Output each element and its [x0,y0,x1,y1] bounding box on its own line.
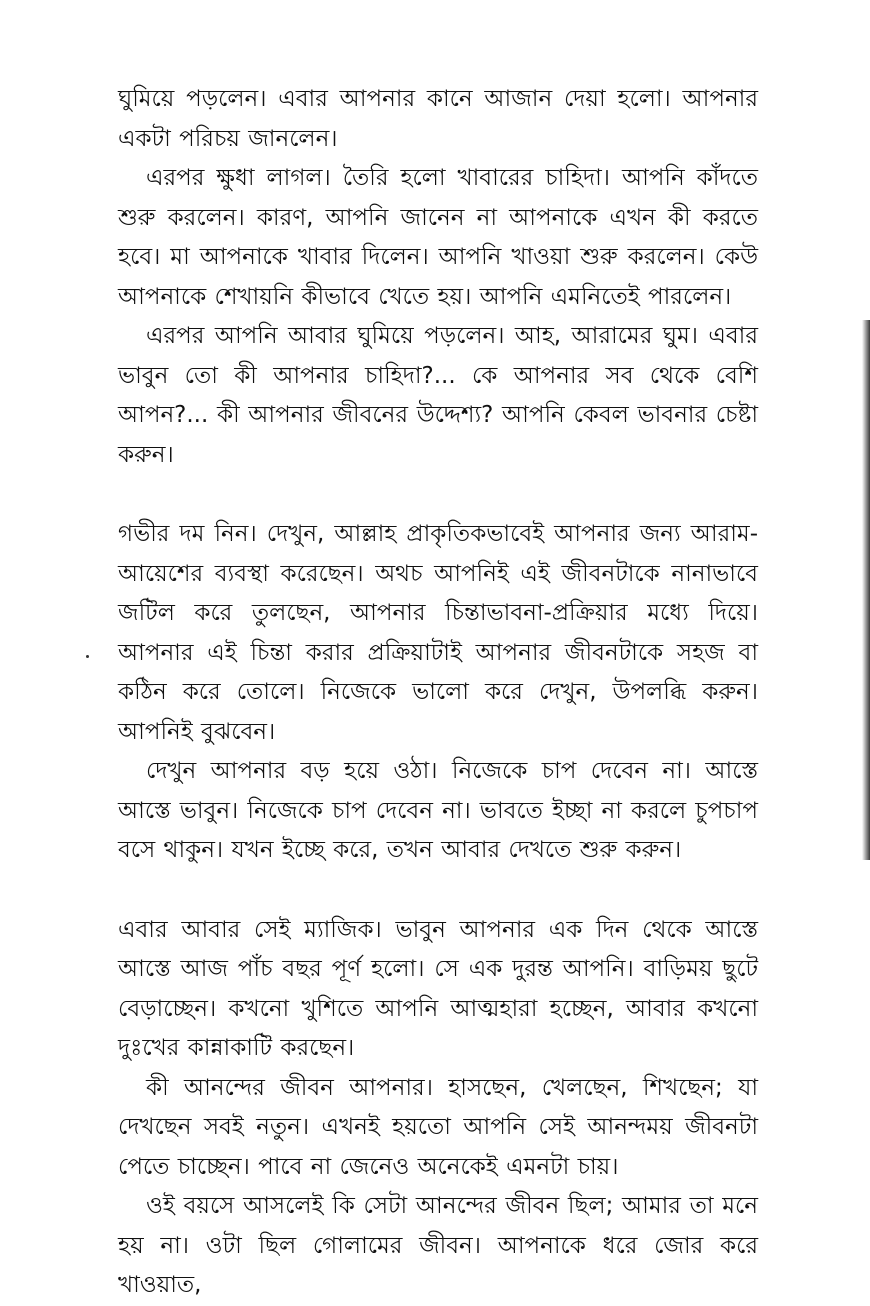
paragraph-5: দেখুন আপনার বড় হয়ে ওঠা। নিজেকে চাপ দেবেন না। আস্তে আস্তে ভাবুন। নিজেকে চাপ দেবেন না। ভাবতে ইচ্ছা না করলে চুপচাপ বসে থাকুন। যখন ইচ্ছে করে, তখন আবার দেখতে শুরু করুন। [118,758,758,863]
page-edge-shadow [862,320,870,860]
paragraph-1: ঘুমিয়ে পড়লেন। এবার আপনার কানে আজান দেয়া হলো। আপনার একটা পরিচয় জানলেন। [118,86,758,152]
paragraph-8: ওই বয়সে আসলেই কি সেটা আনন্দের জীবন ছিল; আমার তা মনে হয় না। ওটা ছিল গোলামের জীবন। আপনাকে ধরে জোর করে খাওয়াত, [118,1193,758,1298]
paragraph-2: এরপর ক্ষুধা লাগল। তৈরি হলো খাবারের চাহিদা। আপনি কাঁদতে শুরু করলেন। কারণ, আপনি জানেন না আপনাকে এখন কী করতে হবে। মা আপনাকে খাবার দিলেন। আপনি খাওয়া শুরু করলেন। কেউ আপনাকে শেখায়নি কীভাবে খেতে হয়। আপনি এমনিতেই পারলেন। [118,165,758,310]
section-break [118,475,758,515]
paragraph-6: এবার আবার সেই ম্যাজিক। ভাবুন আপনার এক দিন থেকে আস্তে আস্তে আজ পাঁচ বছর পূর্ণ হলো। সে এক দুরন্ত আপনি। বাড়িময় ছুটে বেড়াচ্ছেন। কখনো খুশিতে আপনি আত্মহারা হচ্ছেন, আবার কখনো দুঃখের কান্নাকাটি করছেন। [118,916,758,1061]
page-text [118,80,758,1306]
paragraph-3: এরপর আপনি আবার ঘুমিয়ে পড়লেন। আহ, আরামের ঘুম। এবার ভাবুন তো কী আপনার চাহিদা?... কে আপনার সব থেকে বেশি আপন?... কী আপনার জীবনের উদ্দেশ্য? আপনি কেবল ভাবনার চেষ্টা করুন। [118,323,758,468]
paragraph-7: কী আনন্দের জীবন আপনার। হাসছেন, খেলছেন, শিখছেন; যা দেখছেন সবই নতুন। এখনই হয়তো আপনি সেই আনন্দময় জীবনটা পেতে চাচ্ছেন। পাবে না জেনেও অনেকেই এমনটা চায়। [118,1074,758,1180]
paragraph-4: গভীর দম নিন। দেখুন, আল্লাহ প্রাকৃতিকভাবেই আপনার জন্য আরাম-আয়েশের ব্যবস্থা করেছেন। অথচ আপনিই এই জীবনটাকে নানাভাবে জটিল করে তুলছেন, আপনার চিন্তাভাবনা-প্রক্রিয়ার মধ্যে দিয়ে। আপনার এই চিন্তা করার প্রক্রিয়াটাই আপনার জীবনটাকে সহজ বা কঠিন করে তোলে। নিজেকে ভালো করে দেখুন, উপলব্ধি করুন। আপনিই বুঝবেন। [118,521,758,745]
scan-speck [86,655,89,658]
section-break [118,871,758,911]
